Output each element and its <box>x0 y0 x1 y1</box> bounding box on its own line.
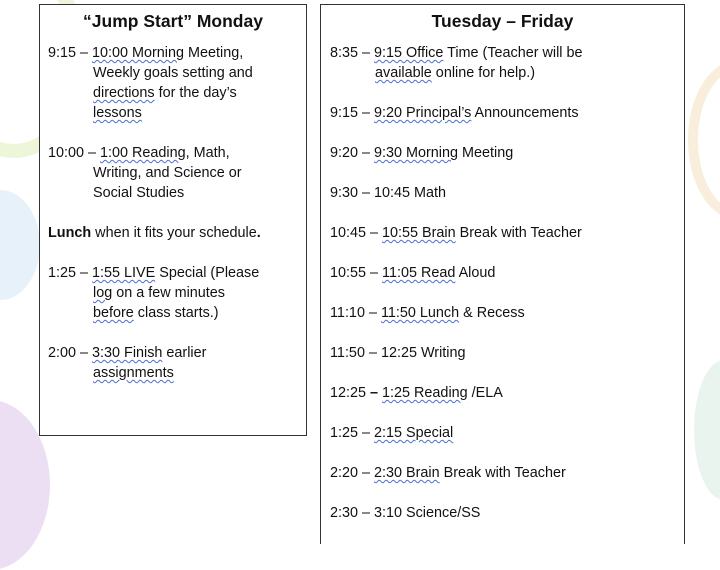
schedule-line <box>330 63 583 83</box>
text-segment: 1:25 – <box>48 265 93 281</box>
schedule-entry <box>330 143 513 163</box>
schedule-line <box>330 43 583 63</box>
text-segment: lessons <box>93 105 142 121</box>
text-segment: Break with Teacher <box>455 225 582 241</box>
text-segment: 10:55 – <box>330 265 383 281</box>
text-segment: Meeting, <box>184 45 244 61</box>
text-segment: , Math, <box>185 145 230 161</box>
schedule-entry <box>330 43 583 83</box>
text-segment: 2:00 – <box>48 345 93 361</box>
text-segment: Lunch <box>48 225 92 241</box>
background-swirl <box>0 190 40 300</box>
schedule-line <box>330 383 503 403</box>
text-segment: /ELA <box>467 385 503 401</box>
text-segment: for the day’s <box>154 85 237 101</box>
text-segment: 10:00 – <box>48 145 101 161</box>
text-segment: . <box>256 225 261 241</box>
text-segment: 1:55 LIVE <box>92 265 156 281</box>
schedule-line <box>48 43 253 63</box>
schedule-line <box>330 143 513 163</box>
text-segment: 9:15 Office <box>374 45 444 61</box>
schedule-entry <box>330 303 525 323</box>
text-segment: 10:00 Morning <box>92 45 185 61</box>
schedule-entry <box>330 383 503 403</box>
text-segment: 9:15 – <box>48 45 93 61</box>
background-swirl <box>694 360 720 500</box>
schedule-entry <box>48 43 253 123</box>
text-segment: 2:20 – <box>330 465 375 481</box>
text-segment: Meeting <box>458 145 514 161</box>
text-segment: – <box>370 385 379 401</box>
schedule-line <box>48 143 242 163</box>
text-segment: 10:45 – <box>330 225 383 241</box>
schedule-line <box>330 503 480 523</box>
schedule-entry <box>330 343 465 363</box>
text-segment: 11:50 Lunch <box>380 305 460 321</box>
schedule-entry <box>330 463 566 483</box>
schedule-line <box>48 363 206 383</box>
text-segment: 1:25 – <box>330 425 375 441</box>
text-segment: assignments <box>93 365 174 381</box>
text-segment: 11:50 – 12:25 Writing <box>330 345 466 361</box>
schedule-line <box>48 263 259 283</box>
schedule-line <box>48 63 253 83</box>
schedule-line <box>330 303 525 323</box>
schedule-line <box>330 263 495 283</box>
schedule-entry <box>330 103 579 123</box>
schedule-entry <box>330 423 453 443</box>
text-segment: directions <box>93 85 155 101</box>
schedule-entry <box>330 263 495 283</box>
schedule-line <box>330 103 579 123</box>
schedule-line <box>48 283 259 303</box>
tuesday-friday-schedule-panel <box>320 4 685 544</box>
schedule-line <box>48 83 253 103</box>
text-segment: Announcements <box>471 105 579 121</box>
panel-title: “Jump Start” Monday <box>83 11 263 31</box>
text-segment: 2:15 Special <box>374 425 454 441</box>
text-segment: 1:00 Reading <box>100 145 186 161</box>
text-segment: 1:25 Reading <box>382 385 468 401</box>
text-segment: 12:25 <box>330 385 371 401</box>
schedule-line <box>48 343 206 363</box>
schedule-entry <box>48 343 206 383</box>
schedule-line <box>330 223 582 243</box>
text-segment: Special (Please <box>155 265 260 281</box>
text-segment: log <box>93 285 113 301</box>
monday-schedule-panel <box>39 4 307 436</box>
schedule-line <box>48 103 253 123</box>
text-segment: 2:30 Brain <box>374 465 440 481</box>
text-segment: 2:30 – 3:10 Science/SS <box>330 505 481 521</box>
text-segment: 9:15 – <box>330 105 375 121</box>
text-segment: before <box>93 305 134 321</box>
text-segment: Weekly goals setting and <box>93 65 253 81</box>
text-segment: on a few minutes <box>112 285 226 301</box>
text-segment: class starts.) <box>133 305 219 321</box>
panel-title: Tuesday – Friday <box>431 11 574 31</box>
schedule-line <box>48 163 242 183</box>
schedule-entry <box>330 223 582 243</box>
text-segment: Aloud <box>455 265 496 281</box>
text-segment: available <box>375 65 432 81</box>
text-segment: Social Studies <box>93 185 185 201</box>
schedule-line <box>48 183 242 203</box>
text-segment: 9:20 – <box>330 145 375 161</box>
schedule-entry <box>48 223 261 243</box>
text-segment: 9:20 Principal’s <box>374 105 472 121</box>
schedule-line <box>330 343 465 363</box>
text-segment: Break with Teacher <box>439 465 566 481</box>
schedule-line <box>330 463 566 483</box>
text-segment: 8:35 – <box>330 45 375 61</box>
text-segment: 9:30 – 10:45 Math <box>330 185 447 201</box>
schedule-entry <box>48 263 259 323</box>
background-swirl <box>688 60 720 220</box>
schedule-line <box>48 303 259 323</box>
text-segment: 11:10 – <box>330 305 381 321</box>
schedule-entry <box>48 143 242 203</box>
schedule-entry <box>330 503 480 523</box>
text-segment: Time (Teacher will be <box>443 45 583 61</box>
text-segment: 3:30 Finish <box>92 345 163 361</box>
text-segment: Writing, and Science or <box>93 165 242 181</box>
text-segment: online for help.) <box>431 65 536 81</box>
schedule-line <box>330 423 453 443</box>
text-segment: & Recess <box>459 305 525 321</box>
schedule-line <box>330 183 446 203</box>
schedule-entry <box>330 183 446 203</box>
schedule-line <box>48 223 261 243</box>
text-segment: 10:55 Brain <box>382 225 456 241</box>
text-segment: 9:30 Morning <box>374 145 459 161</box>
text-segment: 11:05 Read <box>382 265 456 281</box>
text-segment: when it fits your schedule <box>91 225 257 241</box>
text-segment: earlier <box>162 345 207 361</box>
